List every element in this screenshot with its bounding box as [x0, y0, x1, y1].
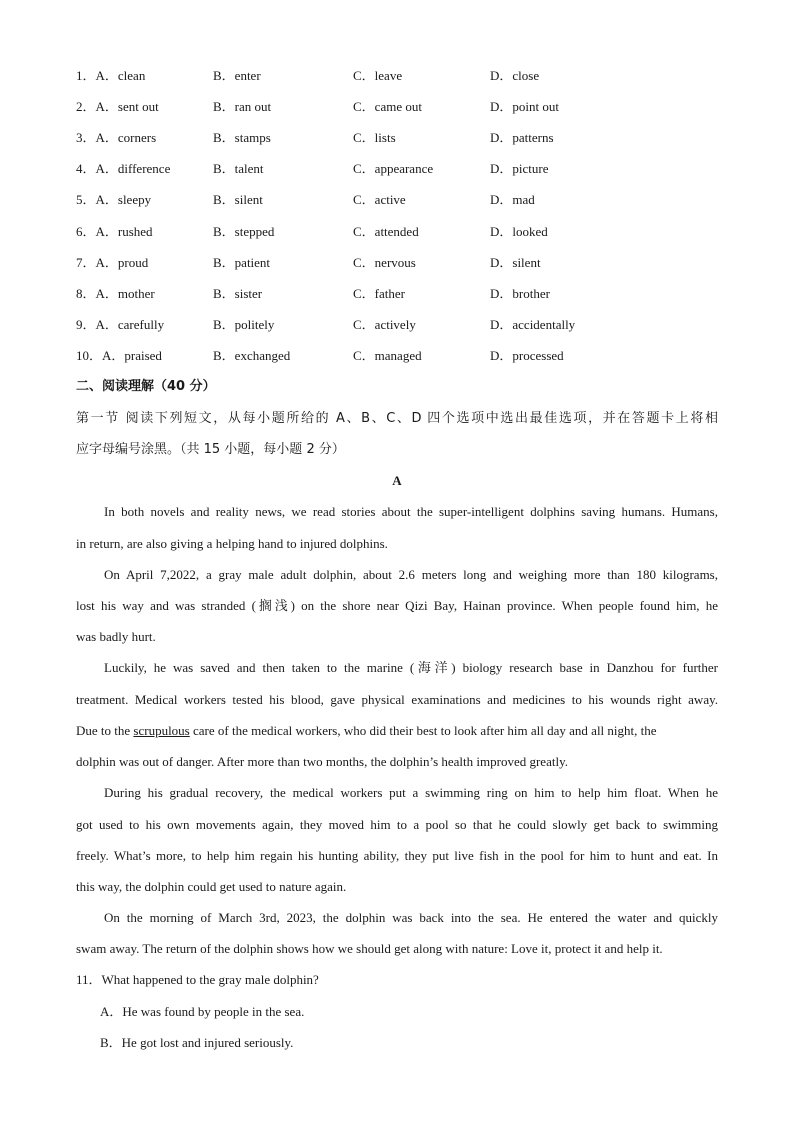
section-instructions: 第一节 阅读下列短文，从每小题所给的 A、B、C、D 四个选项中选出最佳选项，并在答题卡上将相	[76, 411, 718, 426]
passage-line: In both novels and reality news, we read stories about the super-intelligent dolphins saving humans. Humans,	[104, 504, 718, 519]
option-c: C．managed	[353, 348, 422, 363]
option-a: 7．A．proud	[76, 255, 149, 270]
option-d: D．looked	[490, 224, 548, 239]
option-c: C．leave	[353, 68, 403, 83]
option-b: B．talent	[213, 161, 264, 176]
passage-line: swam away. The return of the dolphin shows how we should get along with nature: Love it, protect it and help it.	[76, 941, 663, 956]
passage-line: in return, are also giving a helping hand to injured dolphins.	[76, 536, 388, 551]
option-a: 6．A．rushed	[76, 224, 153, 239]
passage-line: lost his way and was stranded (搁浅) on the shore near Qizi Bay, Hainan province. When people found him, he	[76, 598, 718, 613]
passage-label: A	[392, 473, 402, 488]
option-c: C．active	[353, 192, 406, 207]
option-b: B．politely	[213, 317, 275, 332]
option-d: D．brother	[490, 286, 550, 301]
option-d: D．accidentally	[490, 317, 576, 332]
passage-line: Due to the scrupulous care of the medical workers, who did their best to look after him all day and all night, the	[76, 723, 657, 738]
option-a: 2．A．sent out	[76, 99, 159, 114]
answer-option-b: B．He got lost and injured seriously.	[100, 1035, 294, 1050]
option-b: B．silent	[213, 192, 263, 207]
option-a: 4．A．difference	[76, 161, 171, 176]
option-c: C．father	[353, 286, 405, 301]
passage-line: got used to his own movements again, they moved him to a pool so that he could slowly get back to swimming	[76, 817, 718, 832]
option-a: 3．A．corners	[76, 130, 157, 145]
question-row	[0, 222, 794, 242]
passage-line: On the morning of March 3rd, 2023, the dolphin was back into the sea. He entered the water and quickly	[104, 910, 718, 925]
section-instructions: 应字母编号涂黑。（共 15 小题，每小题 2 分）	[76, 442, 345, 457]
option-a: 9．A．carefully	[76, 317, 165, 332]
underlined-word: scrupulous	[133, 723, 190, 738]
passage-line: was badly hurt.	[76, 629, 156, 644]
option-d: D．mad	[490, 192, 535, 207]
question-row	[0, 284, 794, 304]
option-b: B．ran out	[213, 99, 272, 114]
question-row	[0, 346, 794, 366]
question-row	[0, 190, 794, 210]
option-d: D．processed	[490, 348, 564, 363]
option-b: B．stepped	[213, 224, 275, 239]
question-row	[0, 66, 794, 86]
question-row	[0, 159, 794, 179]
passage-line: Luckily, he was saved and then taken to the marine (海洋) biology research base in Danzhou for further	[104, 660, 718, 675]
option-c: C．nervous	[353, 255, 416, 270]
question-stem: 11．What happened to the gray male dolphin?	[76, 972, 319, 987]
question-row	[0, 128, 794, 148]
option-c: C．actively	[353, 317, 416, 332]
option-b: B．stamps	[213, 130, 271, 145]
question-row	[0, 253, 794, 273]
passage-line: freely. What’s more, to help him regain his hunting ability, they put live fish in the pool for him to hunt and eat. In	[76, 848, 718, 863]
option-b: B．enter	[213, 68, 261, 83]
section-heading: 二、阅读理解（40 分）	[76, 379, 216, 394]
passage-line: dolphin was out of danger. After more than two months, the dolphin’s health improved greatly.	[76, 754, 568, 769]
option-c: C．came out	[353, 99, 422, 114]
passage-line: this way, the dolphin could get used to nature again.	[76, 879, 347, 894]
option-b: B．exchanged	[213, 348, 291, 363]
option-b: B．patient	[213, 255, 271, 270]
option-c: C．appearance	[353, 161, 434, 176]
option-d: D．silent	[490, 255, 541, 270]
option-a: 10．A．praised	[76, 348, 162, 363]
question-row	[0, 315, 794, 335]
option-d: D．patterns	[490, 130, 554, 145]
option-d: D．picture	[490, 161, 549, 176]
passage-line: During his gradual recovery, the medical workers put a swimming ring on him to help him float. When he	[104, 785, 718, 800]
option-a: 1．A．clean	[76, 68, 146, 83]
option-a: 8．A．mother	[76, 286, 155, 301]
option-d: D．point out	[490, 99, 559, 114]
option-a: 5．A．sleepy	[76, 192, 152, 207]
option-c: C．attended	[353, 224, 419, 239]
passage-line: On April 7,2022, a gray male adult dolphin, about 2.6 meters long and weighing more than 180 kilograms,	[104, 567, 718, 582]
option-b: B．sister	[213, 286, 263, 301]
option-c: C．lists	[353, 130, 396, 145]
option-d: D．close	[490, 68, 540, 83]
passage-line: treatment. Medical workers tested his blood, gave physical examinations and medicines to his wounds right away.	[76, 692, 718, 707]
question-row	[0, 97, 794, 117]
answer-option-a: A．He was found by people in the sea.	[100, 1004, 305, 1019]
